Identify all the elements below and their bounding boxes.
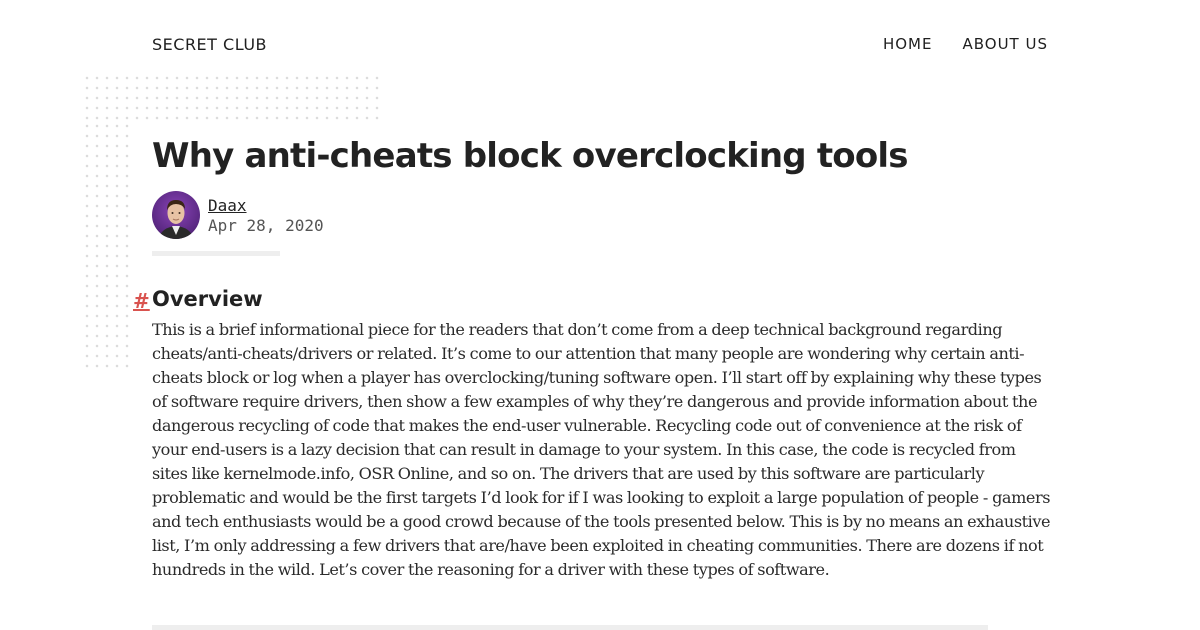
- dot-pattern-decoration: [82, 121, 130, 373]
- author-name-link[interactable]: Daax: [208, 196, 247, 215]
- dot-pattern-decoration: [82, 73, 380, 121]
- site-logo-link[interactable]: SECRET CLUB: [152, 34, 267, 54]
- section-heading-overview: Overview: [152, 287, 263, 311]
- nav-about-us-link[interactable]: ABOUT US: [962, 35, 1048, 53]
- post-title: Why anti-cheats block overclocking tools: [152, 136, 908, 176]
- site-header: [152, 33, 1048, 55]
- section-anchor-link[interactable]: #: [133, 289, 150, 313]
- nav-home-link[interactable]: HOME: [882, 35, 933, 53]
- avatar-photo-icon: [152, 191, 200, 239]
- post-date: Apr 28, 2020: [208, 216, 324, 235]
- content-divider: [152, 625, 988, 630]
- author-avatar[interactable]: [152, 191, 200, 239]
- main-nav: [883, 35, 1048, 53]
- meta-divider: [152, 251, 280, 256]
- overview-paragraph: This is a brief informational piece for the readers that don’t come from a deep technical background regarding cheats/anti-cheats/drivers or related. It’s come to our attention that many people are wondering why certain anti-cheats block or log when a player has overclocking/tuning software open. I’ll start off by explaining why these types of software require drivers, then show a few examples of why they’re dangerous and provide information about the dangerous recycling of code that makes the end-user vulnerable. Recycling code out of convenience at the risk of your end-users is a lazy decision that can result in damage to your system. In this case, the code is recycled from sites like kernelmode.info, OSR Online, and so on. The drivers that are used by this software are particularly problematic and would be the first targets I’d look for if I was looking to exploit a large population of people - gamers and tech enthusiasts would be a good crowd because of the tools presented below. This is by no means an exhaustive list, I’m only addressing a few drivers that are/have been exploited in cheating communities. There are dozens if not hundreds in the wild. Let’s cover the reasoning for a driver with these types of software.: [152, 320, 1051, 579]
